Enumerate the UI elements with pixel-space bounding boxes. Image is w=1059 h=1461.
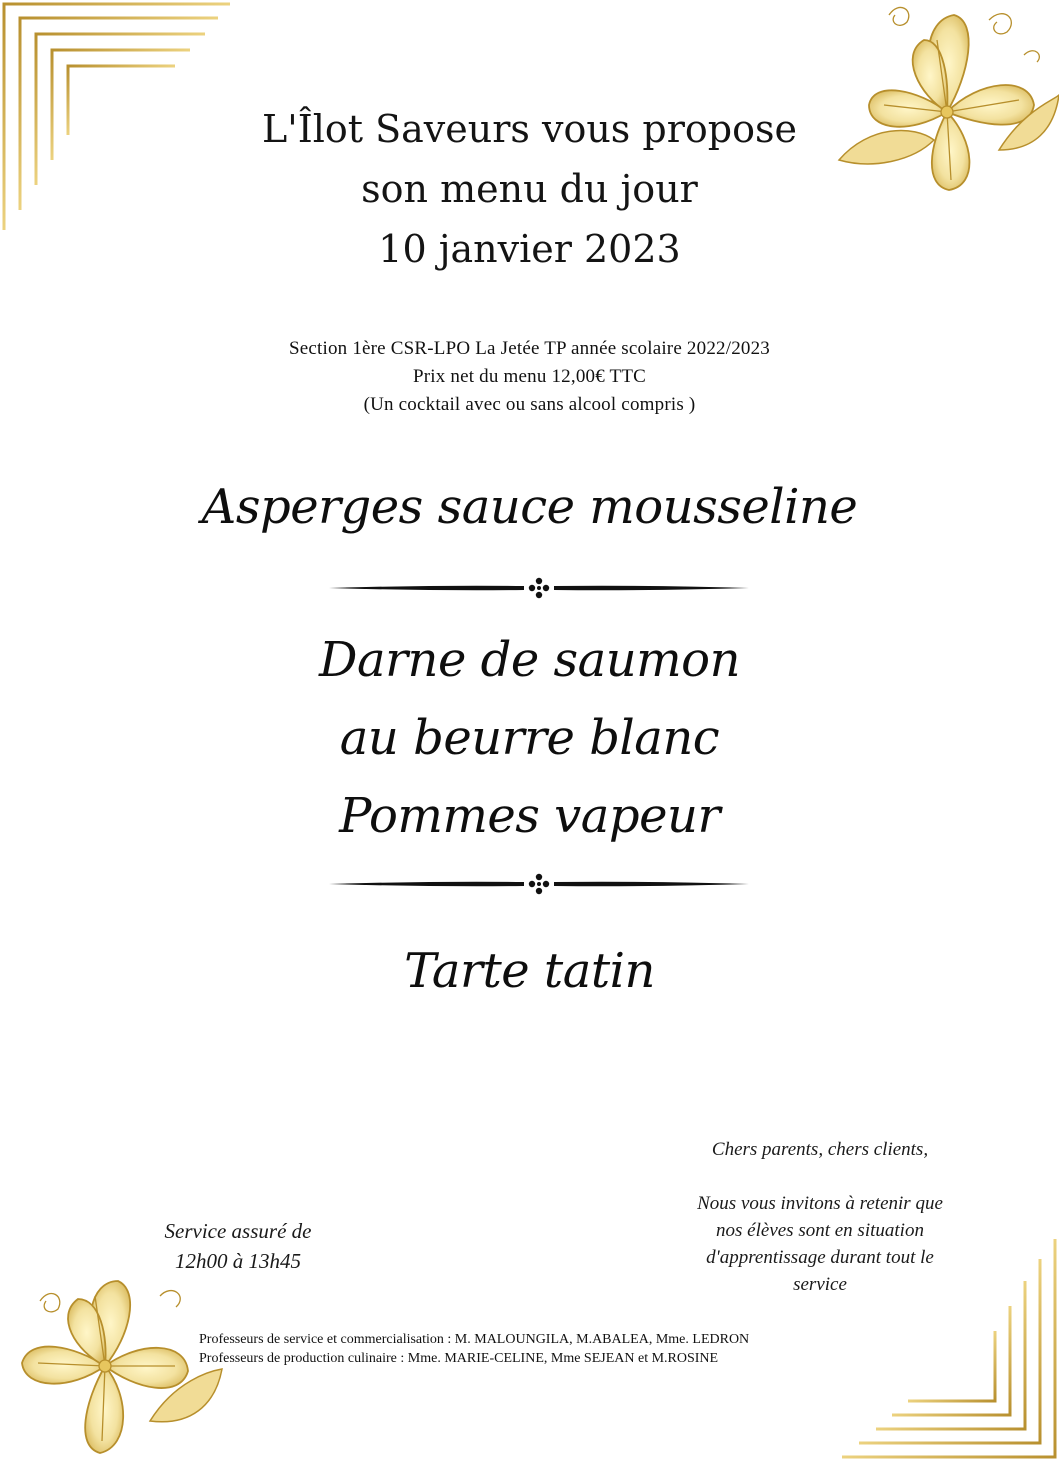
service-line-1: Service assuré de	[164, 1219, 312, 1243]
title-line-2: son menu du jour	[361, 167, 698, 211]
notice-line-3: d'apprentissage durant tout le	[706, 1247, 934, 1268]
menu-info	[0, 335, 1059, 419]
cocktail-text: (Un cocktail avec ou sans alcool compris )	[363, 394, 696, 415]
ornamental-divider-icon	[329, 872, 749, 896]
production-teachers: Professeurs de production culinaire : Mme. MARIE-CELINE, Mme SEJEAN et M.ROSINE	[199, 1351, 719, 1366]
dessert-dish: Tarte tatin	[404, 943, 655, 999]
price-text: Prix net du menu 12,00€ TTC	[412, 366, 647, 387]
notice-line-2: nos élèves sont en situation	[716, 1220, 924, 1241]
page-title	[0, 101, 1059, 277]
title-date: 10 janvier 2023	[378, 227, 681, 271]
notice-line-1: Nous vous invitons à retenir que	[697, 1193, 943, 1214]
teachers-footer	[199, 1330, 919, 1368]
starter-dish: Asperges sauce mousseline	[201, 479, 858, 535]
frangipani-flower-bottom-left-icon	[0, 1271, 230, 1461]
notice-line-4: service	[793, 1274, 847, 1295]
service-line-2: 12h00 à 13h45	[175, 1249, 301, 1273]
service-hours	[128, 1216, 348, 1276]
notice-greeting: Chers parents, chers clients,	[711, 1139, 929, 1160]
section-text: Section 1ère CSR-LPO La Jetée TP année scolaire 2022/2023	[288, 338, 770, 359]
main-course-line-1: Darne de saumon	[318, 632, 740, 688]
main-course-line-3: Pommes vapeur	[339, 788, 720, 844]
main-course	[0, 621, 1059, 855]
ornamental-divider-icon	[329, 576, 749, 600]
main-course-line-2: au beurre blanc	[339, 710, 720, 766]
service-teachers: Professeurs de service et commercialisation : M. MALOUNGILA, M.ABALEA, Mme. LEDRON	[199, 1332, 750, 1347]
title-line-1: L'Îlot Saveurs vous propose	[262, 107, 797, 151]
notice-block	[660, 1136, 980, 1298]
